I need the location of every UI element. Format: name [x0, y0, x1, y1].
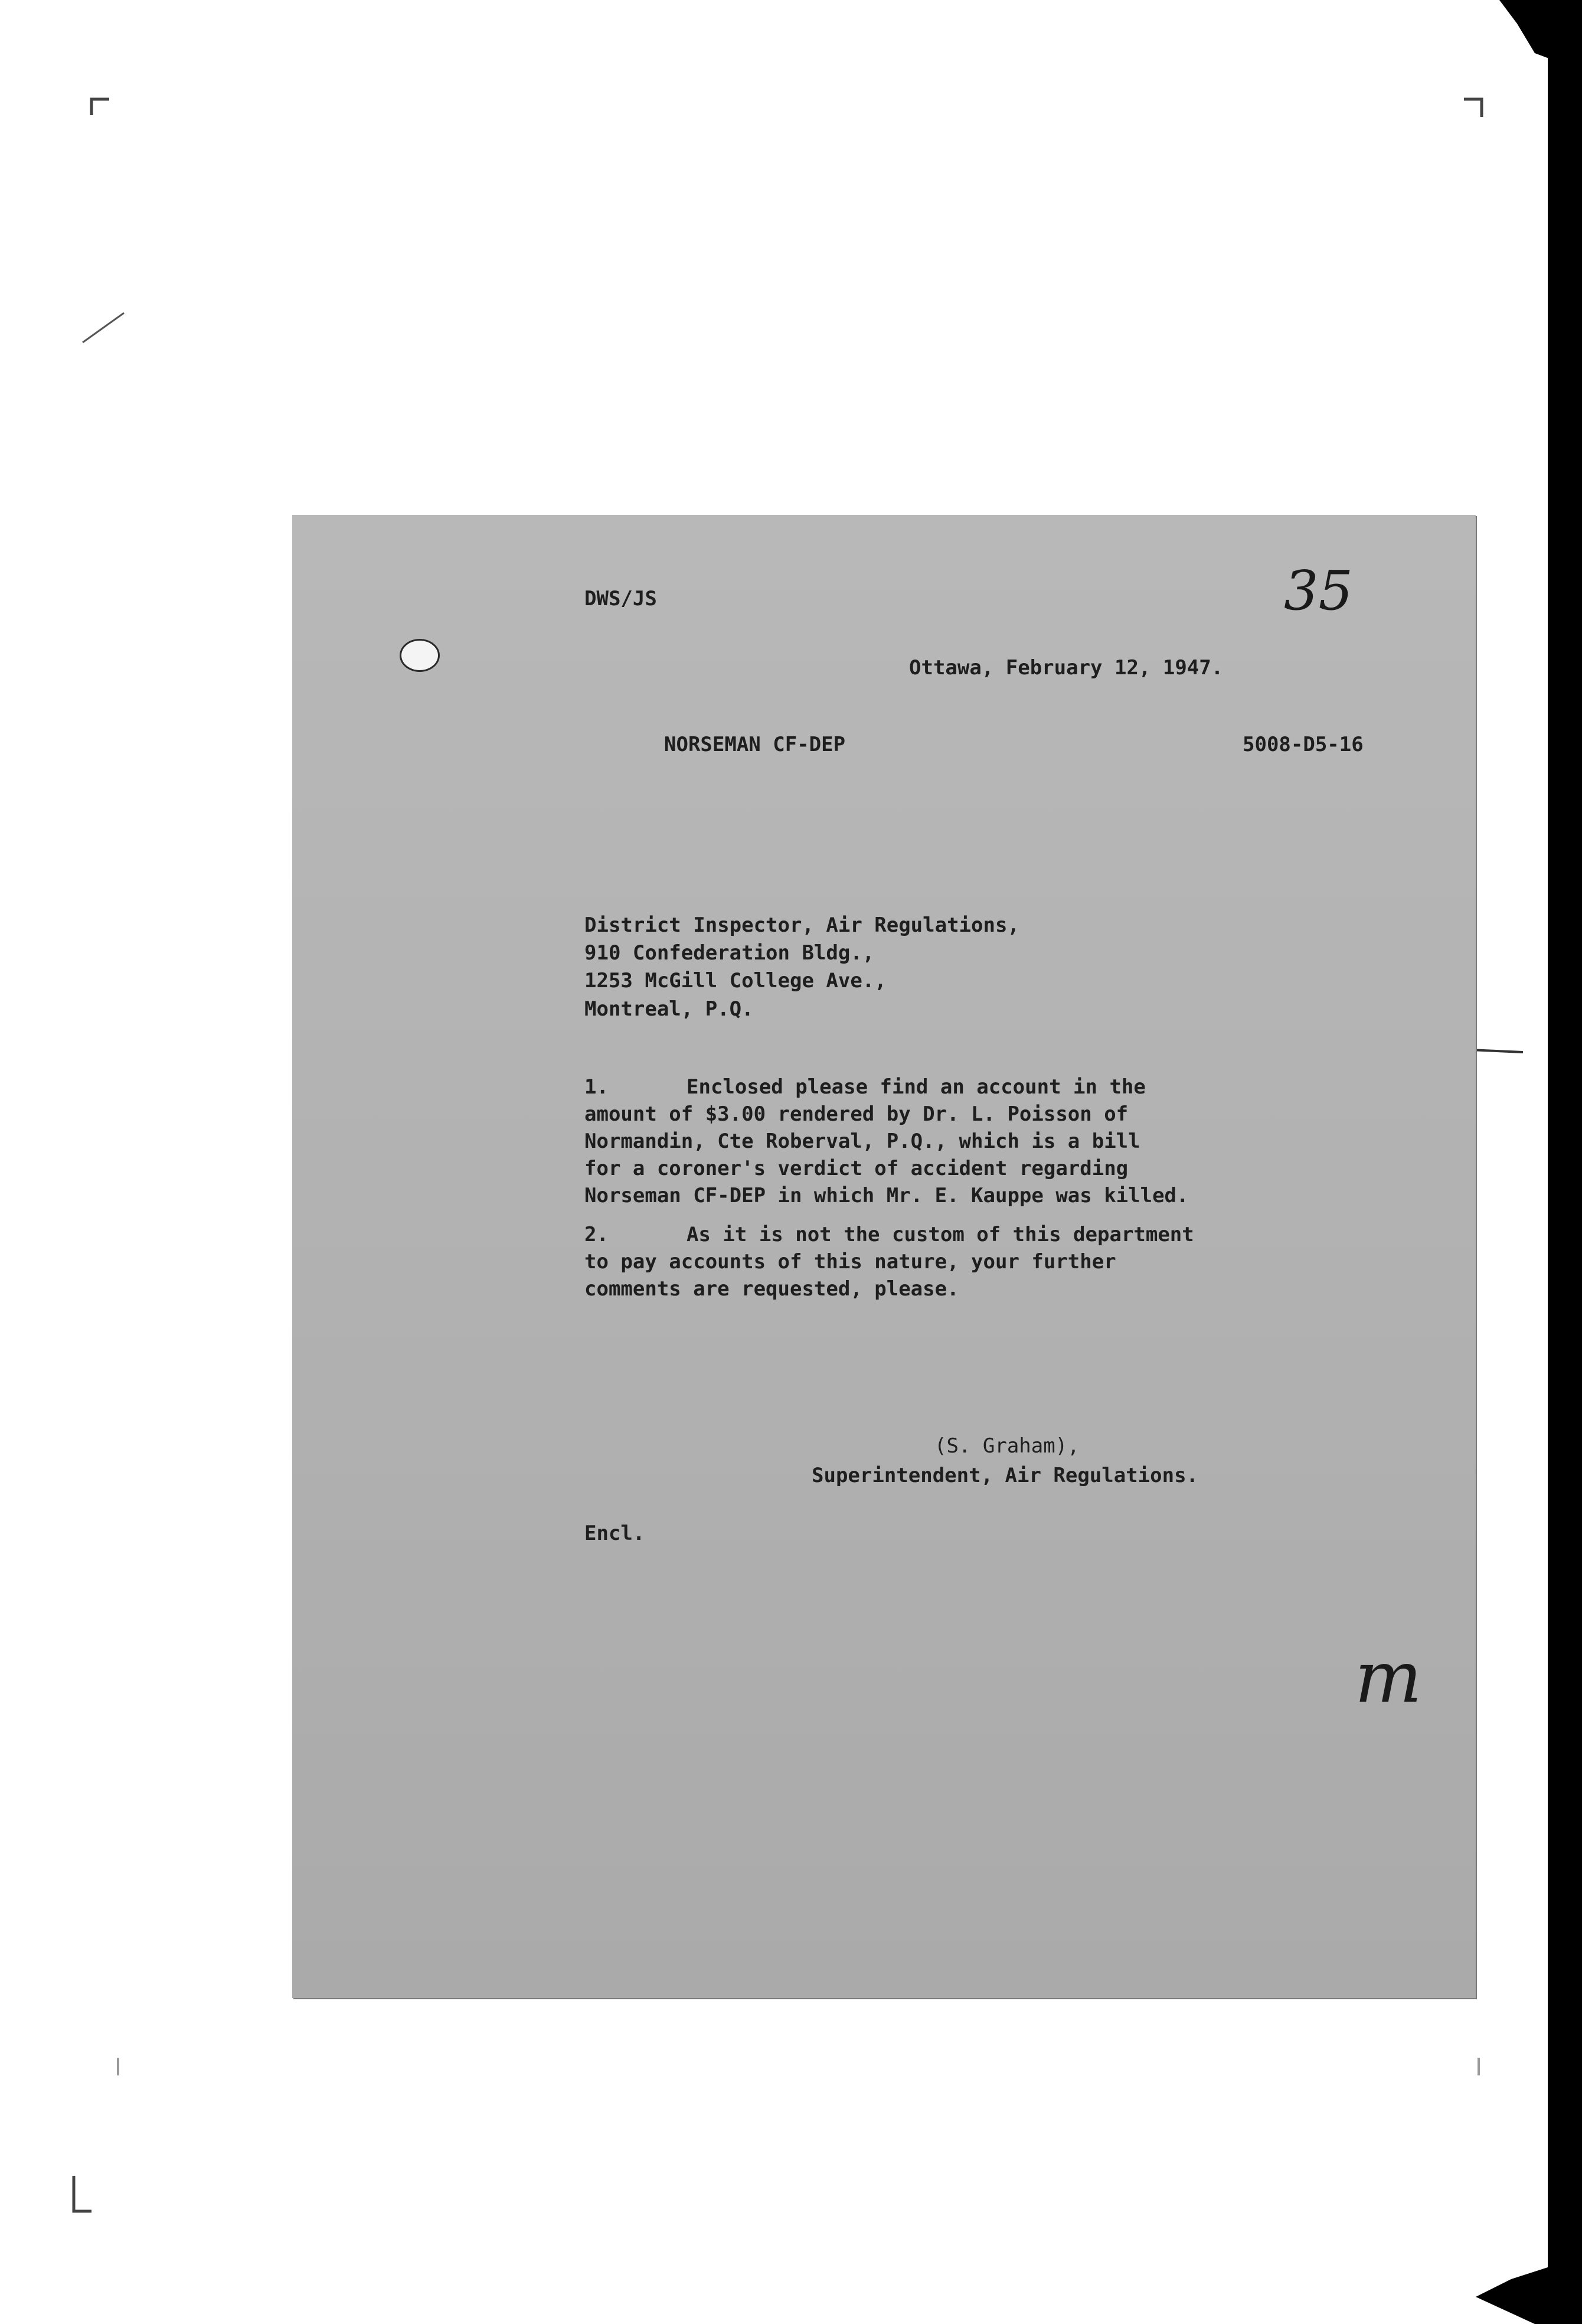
paragraph-line: for a coroner's verdict of accident regarding	[584, 1157, 1129, 1180]
film-corner-top-right	[1499, 0, 1582, 71]
paragraph-line: amount of $3.00 rendered by Dr. L. Poisson of	[584, 1102, 1129, 1126]
pen-stroke-left	[83, 313, 124, 342]
paragraph-line: Norseman CF-DEP in which Mr. E. Kauppe was killed.	[584, 1184, 1189, 1207]
paragraph-line: Enclosed please find an account in the	[687, 1075, 1146, 1099]
film-corner-bottom-right	[1476, 2267, 1548, 2324]
film-edge-right	[1548, 0, 1582, 2324]
paragraph-line: Normandin, Cte Roberval, P.Q., which is a bill	[584, 1130, 1140, 1153]
addressee-line: Montreal, P.Q.	[584, 997, 754, 1021]
letter-sheet	[292, 515, 1476, 1998]
paragraph-line: As it is not the custom of this department	[687, 1223, 1194, 1246]
crop-mark-top-left	[91, 99, 109, 115]
subject-line: NORSEMAN CF-DEP	[664, 733, 846, 756]
crop-mark-bottom-left	[74, 2176, 91, 2211]
paragraph-line: comments are requested, please.	[584, 1277, 959, 1301]
punch-hole	[400, 639, 440, 672]
addressee-line: 1253 McGill College Ave.,	[584, 969, 887, 993]
file-number: 5008-D5-16	[1243, 733, 1364, 756]
addressee-line: 910 Confederation Bldg.,	[584, 941, 875, 965]
folio-number: 35	[1284, 559, 1354, 622]
place-date: Ottawa, February 12, 1947.	[909, 656, 1224, 680]
enclosure-note: Encl.	[584, 1522, 645, 1545]
paragraph-line: to pay accounts of this nature, your further	[584, 1250, 1116, 1274]
signatory-title: Superintendent, Air Regulations.	[812, 1464, 1199, 1487]
signatory-name: (S. Graham),	[934, 1434, 1080, 1458]
typist-initials: DWS/JS	[584, 587, 657, 611]
addressee-line: District Inspector, Air Regulations,	[584, 913, 1019, 937]
edge-tick-right	[1470, 1050, 1523, 1052]
paragraph-number: 1.	[584, 1075, 609, 1099]
crop-mark-top-right	[1464, 99, 1482, 117]
margin-handwritten-mark: m	[1355, 1637, 1422, 1719]
paragraph-number: 2.	[584, 1223, 609, 1246]
